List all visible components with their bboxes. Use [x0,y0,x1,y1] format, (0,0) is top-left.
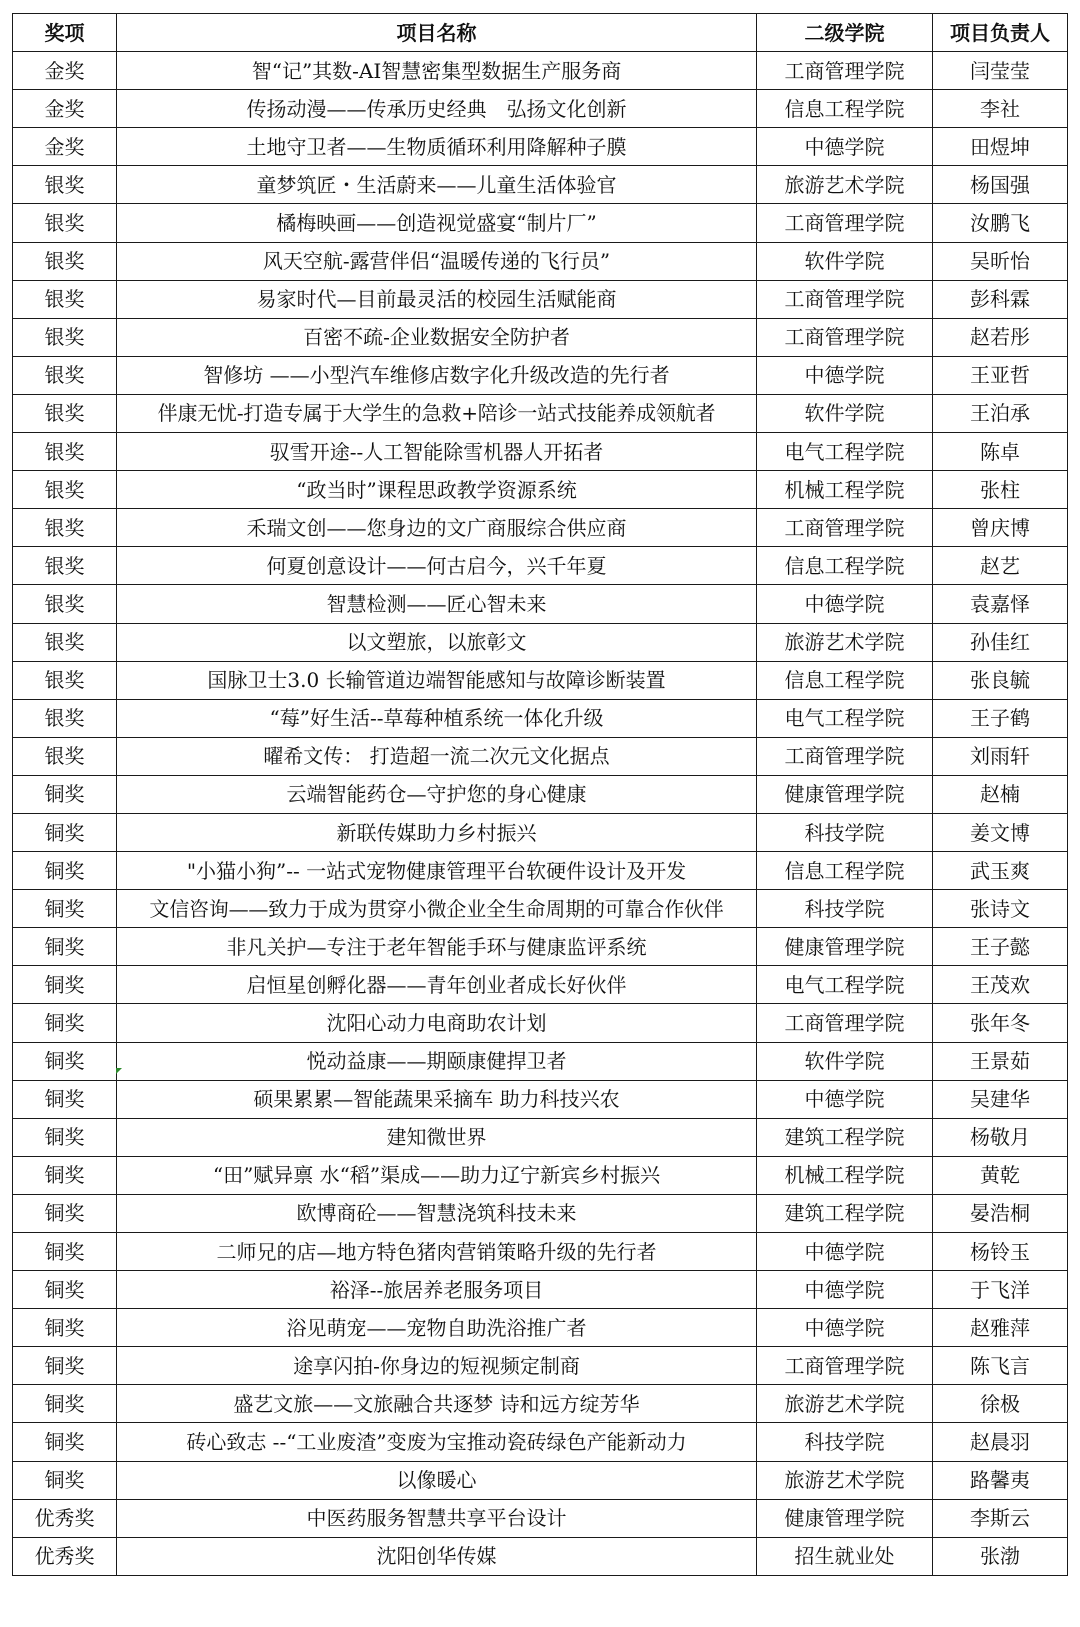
college-cell: 旅游艺术学院 [757,1461,933,1499]
award-cell: 铜奖 [13,1461,117,1499]
award-cell: 铜奖 [13,775,117,813]
project-name-cell: “莓”好生活--草莓种植系统一体化升级 [117,699,757,737]
college-cell: 工商管理学院 [757,1004,933,1042]
college-cell: 旅游艺术学院 [757,166,933,204]
project-name-cell: 沈阳心动力电商助农计划 [117,1004,757,1042]
college-cell: 健康管理学院 [757,1499,933,1537]
table-row [13,280,1068,318]
leader-cell: 李社 [933,90,1068,128]
header-college: 二级学院 [757,14,933,52]
college-cell: 健康管理学院 [757,775,933,813]
header-leader: 项目负责人 [933,14,1068,52]
table-row [13,166,1068,204]
table-row [13,1271,1068,1309]
college-cell: 健康管理学院 [757,928,933,966]
leader-cell: 黄乾 [933,1156,1068,1194]
table-row [13,966,1068,1004]
leader-cell: 赵楠 [933,775,1068,813]
project-name-cell: 何夏创意设计——何古启今，兴千年夏 [117,547,757,585]
project-name-cell: "小猫小狗”-- 一站式宠物健康管理平台软硬件设计及开发 [117,852,757,890]
college-cell: 机械工程学院 [757,1156,933,1194]
header-award: 奖项 [13,14,117,52]
college-cell: 中德学院 [757,1233,933,1271]
award-cell: 银奖 [13,204,117,242]
college-cell: 科技学院 [757,813,933,851]
leader-cell: 彭科霖 [933,280,1068,318]
table-row [13,585,1068,623]
leader-cell: 张年冬 [933,1004,1068,1042]
table-row [13,928,1068,966]
project-name-cell: 童梦筑匠・生活蔚来——儿童生活体验官 [117,166,757,204]
table-row [13,1423,1068,1461]
award-cell: 铜奖 [13,1385,117,1423]
leader-cell: 张良毓 [933,661,1068,699]
award-cell: 银奖 [13,623,117,661]
award-cell: 铜奖 [13,1156,117,1194]
table-row [13,471,1068,509]
award-cell: 金奖 [13,128,117,166]
college-cell: 机械工程学院 [757,471,933,509]
project-name-cell: 橘梅映画——创造视觉盛宴“制片厂” [117,204,757,242]
award-cell: 铜奖 [13,890,117,928]
leader-cell: 赵雅萍 [933,1309,1068,1347]
project-name-cell: 伴康无忧-打造专属于大学生的急救+陪诊一站式技能养成领航者 [117,394,757,432]
leader-cell: 武玉爽 [933,852,1068,890]
table-row [13,1156,1068,1194]
award-cell: 铜奖 [13,966,117,1004]
award-cell: 银奖 [13,585,117,623]
table-row [13,242,1068,280]
project-name-cell: 非凡关护—专注于老年智能手环与健康监评系统 [117,928,757,966]
award-cell: 银奖 [13,471,117,509]
college-cell: 建筑工程学院 [757,1194,933,1232]
table-body [13,52,1068,1576]
award-cell: 银奖 [13,433,117,471]
award-cell: 铜奖 [13,1309,117,1347]
table-row [13,1004,1068,1042]
leader-cell: 姜文博 [933,813,1068,851]
college-cell: 工商管理学院 [757,737,933,775]
table-row [13,623,1068,661]
project-name-cell: 盛艺文旅——文旅融合共逐梦 诗和远方绽芳华 [117,1385,757,1423]
leader-cell: 徐极 [933,1385,1068,1423]
header-project-name: 项目名称 [117,14,757,52]
college-cell: 中德学院 [757,356,933,394]
project-name-cell: 硕果累累—智能蔬果采摘车 助力科技兴农 [117,1080,757,1118]
college-cell: 软件学院 [757,394,933,432]
project-name-cell: 中医药服务智慧共享平台设计 [117,1499,757,1537]
project-name-cell: 砖心致志 --“工业废渣”变废为宝推动瓷砖绿色产能新动力 [117,1423,757,1461]
leader-cell: 杨铃玉 [933,1233,1068,1271]
project-name-cell: 百密不疏-企业数据安全防护者 [117,318,757,356]
college-cell: 电气工程学院 [757,433,933,471]
award-cell: 铜奖 [13,1194,117,1232]
table-row [13,90,1068,128]
project-name-cell: 途享闪拍-你身边的短视频定制商 [117,1347,757,1385]
leader-cell: 杨国强 [933,166,1068,204]
college-cell: 中德学院 [757,1271,933,1309]
table-row [13,204,1068,242]
college-cell: 工商管理学院 [757,509,933,547]
leader-cell: 王子懿 [933,928,1068,966]
award-cell: 银奖 [13,547,117,585]
leader-cell: 赵若彤 [933,318,1068,356]
table-row [13,128,1068,166]
award-cell: 铜奖 [13,1233,117,1271]
leader-cell: 于飞洋 [933,1271,1068,1309]
award-cell: 铜奖 [13,1271,117,1309]
leader-cell: 赵艺 [933,547,1068,585]
award-cell: 银奖 [13,356,117,394]
table-row [13,1347,1068,1385]
table-row [13,775,1068,813]
project-name-cell: 裕泽--旅居养老服务项目 [117,1271,757,1309]
college-cell: 工商管理学院 [757,52,933,90]
leader-cell: 张渤 [933,1537,1068,1575]
table-row [13,1309,1068,1347]
table-row [13,1194,1068,1232]
project-name-cell: “田”赋异禀 水“稻”渠成——助力辽宁新宾乡村振兴 [117,1156,757,1194]
table-row [13,1499,1068,1537]
leader-cell: 王泊承 [933,394,1068,432]
award-cell: 铜奖 [13,1042,117,1080]
leader-cell: 刘雨轩 [933,737,1068,775]
project-name-cell: 风天空航-露营伴侣“温暖传递的飞行员” [117,242,757,280]
leader-cell: 陈卓 [933,433,1068,471]
college-cell: 电气工程学院 [757,966,933,1004]
college-cell: 电气工程学院 [757,699,933,737]
award-cell: 铜奖 [13,852,117,890]
leader-cell: 吴建华 [933,1080,1068,1118]
project-name-cell: 智“记”其数-AI智慧密集型数据生产服务商 [117,52,757,90]
table-row [13,433,1068,471]
project-name-cell: 文信咨询——致力于成为贯穿小微企业全生命周期的可靠合作伙伴 [117,890,757,928]
leader-cell: 赵晨羽 [933,1423,1068,1461]
college-cell: 中德学院 [757,128,933,166]
award-cell: 金奖 [13,90,117,128]
award-cell: 铜奖 [13,1423,117,1461]
leader-cell: 路馨夷 [933,1461,1068,1499]
leader-cell: 张柱 [933,471,1068,509]
college-cell: 建筑工程学院 [757,1118,933,1156]
table-row [13,356,1068,394]
header-row [13,14,1068,52]
leader-cell: 田煜坤 [933,128,1068,166]
table-row [13,813,1068,851]
table-row [13,1118,1068,1156]
table-row [13,394,1068,432]
project-name-cell: 建知微世界 [117,1118,757,1156]
leader-cell: 杨敬月 [933,1118,1068,1156]
table-row [13,52,1068,90]
award-cell: 银奖 [13,737,117,775]
project-name-cell: 智慧检测——匠心智未来 [117,585,757,623]
award-cell: 银奖 [13,661,117,699]
leader-cell: 王茂欢 [933,966,1068,1004]
project-name-cell: 曜希文传： 打造超一流二次元文化据点 [117,737,757,775]
project-name-cell: 驭雪开途--人工智能除雪机器人开拓者 [117,433,757,471]
leader-cell: 陈飞言 [933,1347,1068,1385]
project-name-cell: 欧博商砼——智慧浇筑科技未来 [117,1194,757,1232]
award-cell: 银奖 [13,242,117,280]
project-name-cell: 土地守卫者——生物质循环利用降解种子膜 [117,128,757,166]
table-row [13,661,1068,699]
award-cell: 银奖 [13,394,117,432]
project-name-cell: 沈阳创华传媒 [117,1537,757,1575]
table-row [13,1233,1068,1271]
award-cell: 银奖 [13,280,117,318]
table-row [13,1537,1068,1575]
table-row [13,318,1068,356]
college-cell: 信息工程学院 [757,661,933,699]
college-cell: 中德学院 [757,585,933,623]
table-row [13,890,1068,928]
leader-cell: 李斯云 [933,1499,1068,1537]
project-name-cell: 以像暖心 [117,1461,757,1499]
project-name-cell: 国脉卫士3.0 长输管道边端智能感知与故障诊断装置 [117,661,757,699]
leader-cell: 汝鹏飞 [933,204,1068,242]
project-name-cell: 以文塑旅，以旅彰文 [117,623,757,661]
project-name-cell: 智修坊 ——小型汽车维修店数字化升级改造的先行者 [117,356,757,394]
leader-cell: 晏浩桐 [933,1194,1068,1232]
cell-corner-marker [116,1068,122,1074]
award-cell: 铜奖 [13,813,117,851]
college-cell: 工商管理学院 [757,280,933,318]
project-name-cell: 禾瑞文创——您身边的文广商服综合供应商 [117,509,757,547]
project-name-cell: “政当时”课程思政教学资源系统 [117,471,757,509]
award-cell: 铜奖 [13,1118,117,1156]
project-name-cell: 易家时代—目前最灵活的校园生活赋能商 [117,280,757,318]
award-cell: 银奖 [13,166,117,204]
award-cell: 优秀奖 [13,1537,117,1575]
college-cell: 招生就业处 [757,1537,933,1575]
college-cell: 工商管理学院 [757,204,933,242]
leader-cell: 吴昕怡 [933,242,1068,280]
leader-cell: 王子鹤 [933,699,1068,737]
award-cell: 铜奖 [13,1347,117,1385]
project-name-cell: 启恒星创孵化器——青年创业者成长好伙伴 [117,966,757,1004]
college-cell: 信息工程学院 [757,852,933,890]
leader-cell: 孙佳红 [933,623,1068,661]
college-cell: 科技学院 [757,890,933,928]
table-row [13,1042,1068,1080]
table-row [13,737,1068,775]
award-cell: 银奖 [13,509,117,547]
college-cell: 旅游艺术学院 [757,623,933,661]
project-name-cell: 悦动益康——期颐康健捍卫者 [117,1042,757,1080]
college-cell: 科技学院 [757,1423,933,1461]
table-row [13,1080,1068,1118]
project-name-cell: 云端智能药仓—守护您的身心健康 [117,775,757,813]
leader-cell: 袁嘉怿 [933,585,1068,623]
college-cell: 工商管理学院 [757,318,933,356]
project-name-cell: 新联传媒助力乡村振兴 [117,813,757,851]
leader-cell: 闫莹莹 [933,52,1068,90]
award-cell: 银奖 [13,699,117,737]
college-cell: 软件学院 [757,242,933,280]
table-row [13,1385,1068,1423]
college-cell: 软件学院 [757,1042,933,1080]
project-name-cell: 二师兄的店—地方特色猪肉营销策略升级的先行者 [117,1233,757,1271]
table-row [13,547,1068,585]
college-cell: 中德学院 [757,1080,933,1118]
table-row [13,699,1068,737]
college-cell: 中德学院 [757,1309,933,1347]
table-header [13,14,1068,52]
project-name-cell: 浴见萌宠——宠物自助洗浴推广者 [117,1309,757,1347]
college-cell: 工商管理学院 [757,1347,933,1385]
leader-cell: 曾庆博 [933,509,1068,547]
college-cell: 信息工程学院 [757,547,933,585]
award-cell: 铜奖 [13,1080,117,1118]
college-cell: 信息工程学院 [757,90,933,128]
award-cell: 银奖 [13,318,117,356]
college-cell: 旅游艺术学院 [757,1385,933,1423]
leader-cell: 张诗文 [933,890,1068,928]
table-row [13,1461,1068,1499]
awards-table [12,13,1068,1576]
award-cell: 铜奖 [13,1004,117,1042]
award-cell: 铜奖 [13,928,117,966]
leader-cell: 王亚哲 [933,356,1068,394]
award-cell: 优秀奖 [13,1499,117,1537]
project-name-cell: 传扬动漫——传承历史经典 弘扬文化创新 [117,90,757,128]
table-row [13,852,1068,890]
table-row [13,509,1068,547]
leader-cell: 王景茹 [933,1042,1068,1080]
award-cell: 金奖 [13,52,117,90]
